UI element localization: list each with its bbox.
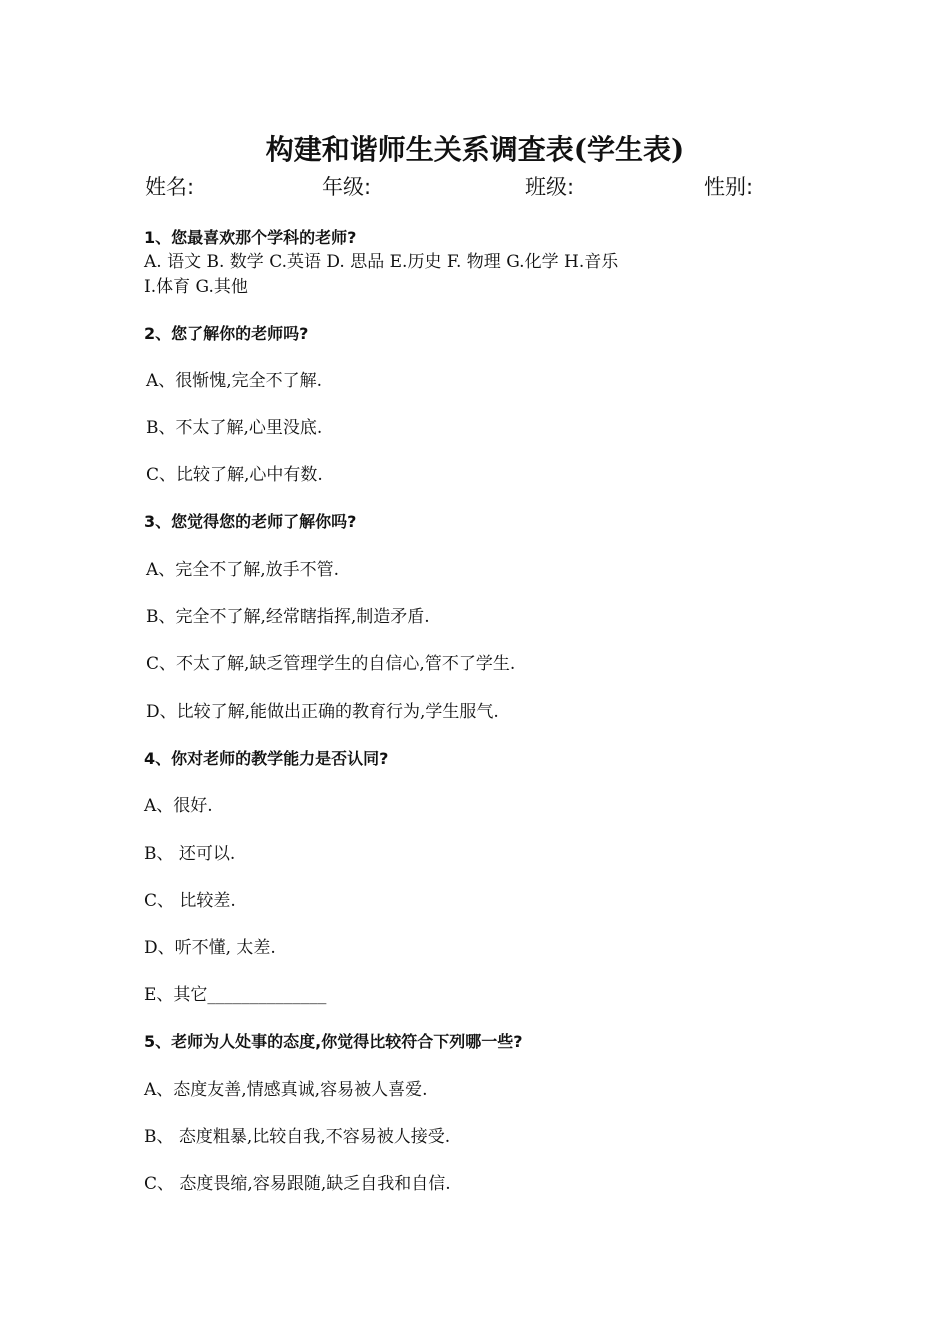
question-5: 5、老师为人处事的态度,你觉得比较符合下列哪一些? xyxy=(144,1032,523,1051)
question-3-option-b: B、完全不了解,经常瞎指挥,制造矛盾. xyxy=(146,607,430,627)
name-label: 姓名: xyxy=(145,175,195,199)
question-4-option-b: B、 还可以. xyxy=(144,844,236,864)
question-3-option-c: C、不太了解,缺乏管理学生的自信心,管不了学生. xyxy=(146,654,516,674)
grade-label: 年级: xyxy=(322,175,372,199)
class-label: 班级: xyxy=(525,175,575,199)
question-4-option-d: D、听不懂, 太差. xyxy=(144,938,276,958)
question-4-option-c: C、 比较差. xyxy=(144,891,236,911)
page-title: 构建和谐师生关系调查表(学生表) xyxy=(265,133,685,166)
question-5-option-a: A、态度友善,情感真诚,容易被人喜爱. xyxy=(144,1080,428,1100)
question-3-option-a: A、完全不了解,放手不管. xyxy=(146,560,340,580)
question-2-option-c: C、比较了解,心中有数. xyxy=(146,465,323,485)
question-4-option-e: E、其它______________ xyxy=(144,985,327,1005)
question-1-options-line-2: I.体育 G.其他 xyxy=(144,277,248,297)
question-2: 2、您了解你的老师吗? xyxy=(144,324,309,343)
question-5-option-b: B、 态度粗暴,比较自我,不容易被人接受. xyxy=(144,1127,451,1147)
student-info-row xyxy=(0,172,950,202)
question-4-option-a: A、很好. xyxy=(144,796,213,816)
gender-label: 性别: xyxy=(704,175,754,199)
question-5-option-c: C、 态度畏缩,容易跟随,缺乏自我和自信. xyxy=(144,1174,451,1194)
question-3-option-d: D、比较了解,能做出正确的教育行为,学生服气. xyxy=(146,702,499,722)
question-3: 3、您觉得您的老师了解你吗? xyxy=(144,512,357,531)
question-2-option-a: A、很惭愧,完全不了解. xyxy=(146,371,323,391)
question-4: 4、你对老师的教学能力是否认同? xyxy=(144,749,389,768)
question-1: 1、您最喜欢那个学科的老师? xyxy=(144,228,357,247)
question-2-option-b: B、不太了解,心里没底. xyxy=(146,418,323,438)
question-1-options-line-1: A. 语文 B. 数学 C.英语 D. 思品 E.历史 F. 物理 G.化学 H.音乐 xyxy=(144,252,619,272)
